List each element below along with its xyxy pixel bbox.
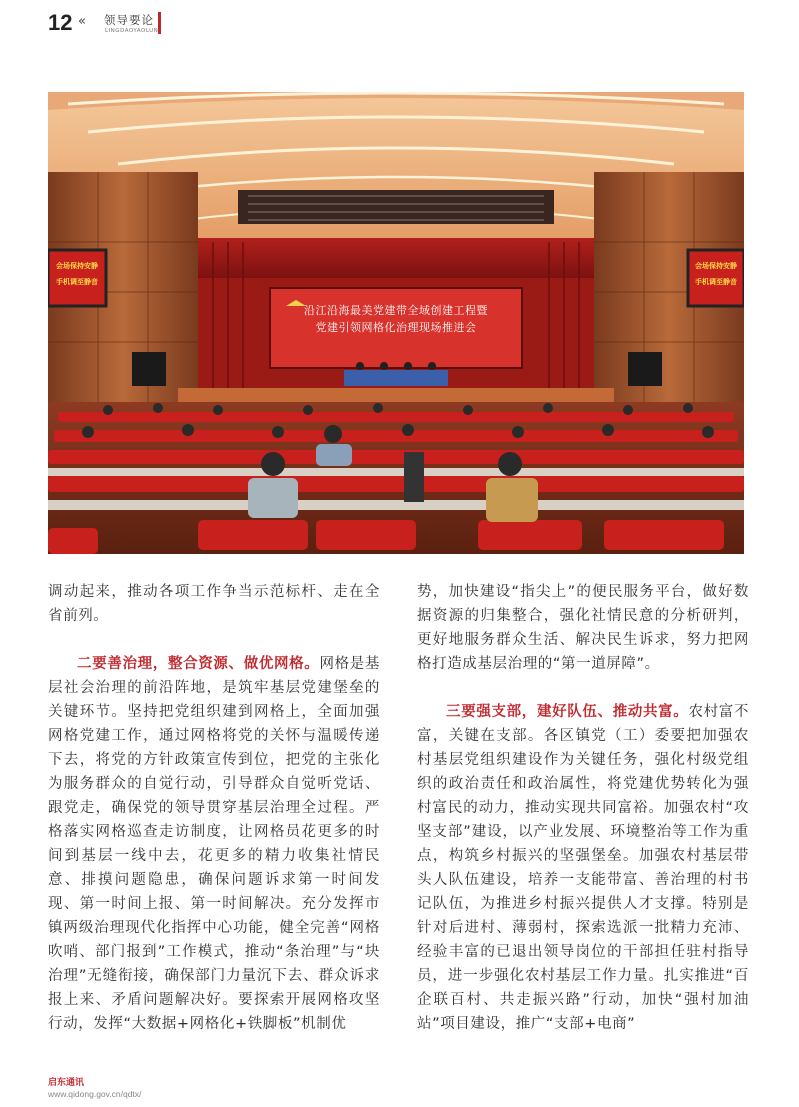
conference-photo [48, 92, 744, 554]
footer-url[interactable]: www.qidong.gov.cn/qdtx/ [48, 1089, 142, 1099]
banner-line-2: 党建引领网格化治理现场推进会 [315, 321, 477, 334]
paragraph [48, 652, 380, 1036]
paragraph-body: 网格是基层社会治理的前沿阵地，是筑牢基层党建堡垒的关键环节。坚持把党组织建到网格上，全面加强网格党建工作，通过网格将党的关怀与温暖传递下去，将党的方针政策宣传到位，把党的主张化为服务群众的自觉行动，引导群众自觉听党话、跟党走，确保党的领导贯穿基层治理全过程。严格落实网格巡查走访制度，让网格员花更多的时间到基层一线中去，花更多的精力收集社情民意、排摸问题隐患，确保问题诉求第一时间发现、第一时间上报、第一时间解决。充分发挥市镇两级治理现代化指挥中心功能，健全完善“网格吹哨、部门报到”工作模式，推动“条治理”与“块治理”无缝衔接，确保部门力量沉下去、群众诉求报上来、矛盾问题解决好。要探索开展网格攻坚行动，发挥“大数据+网格化+铁脚板”机制优 [48, 656, 380, 1032]
page-footer [48, 1075, 141, 1099]
section-heading: 二要善治理，整合资源、做优网格。 [77, 656, 320, 672]
right-side-screen [690, 258, 742, 290]
column-title: 领导要论 [104, 13, 154, 27]
left-screen-line-2: 手机调至静音 [56, 278, 98, 286]
stage-banner [270, 302, 522, 336]
paragraph-body: 农村富不富，关键在支部。各区镇党（工）委要把加强农村基层党组织建设作为关键任务，强化村级党组织的政治责任和政治属性，将党建优势转化为强村富民的动力，推动实现共同富裕。加强农村“攻坚支部”建设，以产业发展、环境整治等工作为重点，构筑乡村振兴的坚强堡垒。加强农村基层带头人队伍建设，培养一支能带富、善治理的村书记队伍，为推进乡村振兴提供人才支撑。特别是针对后进村、薄弱村，探索选派一批精力充沛、经验丰富的已退出领导岗位的干部担任驻村指导员，进一步强化农村基层工作力量。扎实推进“百企联百村、共走振兴路”行动，加快“强村加油站”项目建设，推广“支部+电商” [417, 704, 749, 1032]
left-side-screen [50, 258, 104, 290]
page-header [48, 8, 348, 44]
chevron-icon: « [78, 14, 86, 29]
page-number: 12 [48, 10, 73, 35]
paragraph [417, 700, 749, 1036]
article-column-left [48, 580, 380, 1036]
left-screen-line-1: 会场保持安静 [56, 262, 98, 270]
banner-line-1: 沿江沿海最美党建带全域创建工程暨 [304, 304, 488, 317]
article-column-right [417, 580, 749, 1036]
right-screen-line-1: 会场保持安静 [695, 262, 737, 270]
paragraph: 势，加快建设“指尖上”的便民服务平台，做好数据资源的归集整合，强化社情民意的分析研判，更好地服务群众生活、解决民生诉求，努力把网格打造成基层治理的“第一道屏障”。 [417, 584, 749, 672]
right-screen-line-2: 手机调至静音 [695, 278, 737, 286]
section-heading: 三要强支部，建好队伍、推动共富。 [446, 704, 689, 720]
column-pinyin: LINGDAOYAOLUN [105, 28, 159, 34]
paragraph: 调动起来，推动各项工作争当示范标杆、走在全省前列。 [48, 584, 380, 624]
column-divider [158, 12, 161, 34]
footer-brand: 启东通讯 [48, 1078, 85, 1088]
